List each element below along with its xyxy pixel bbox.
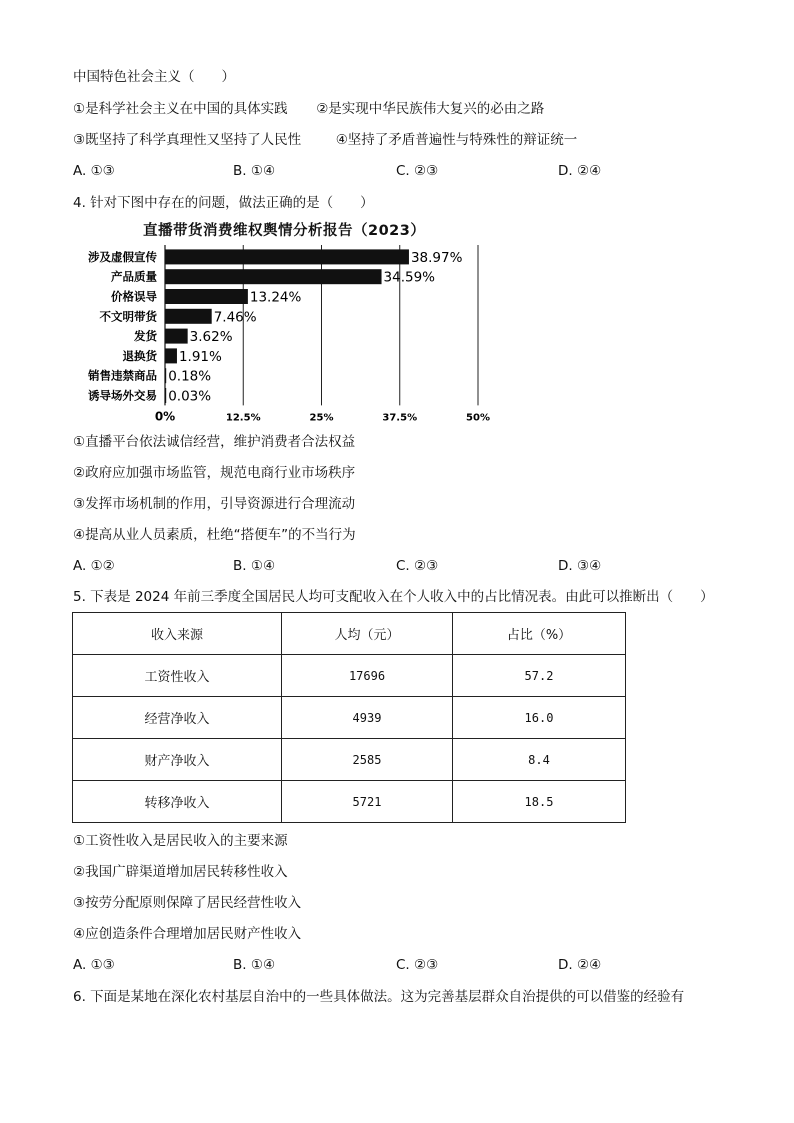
category-label: 产品质量 — [111, 269, 157, 284]
value-label: 34.59% — [383, 269, 436, 286]
q4-option-b[interactable]: B. ①④ — [233, 558, 276, 574]
q3-statement-2: ②是实现中华民族伟大复兴的必由之路 — [316, 101, 545, 117]
category-label: 价格误导 — [111, 289, 157, 304]
table-header-cell: 占比（%） — [453, 613, 626, 655]
q3-statements-row1 — [73, 100, 544, 118]
category-label: 诱导场外交易 — [88, 388, 157, 403]
bar — [165, 249, 409, 264]
bar — [165, 289, 248, 304]
q4-option-d[interactable]: D. ③④ — [558, 558, 602, 574]
value-label: 0.18% — [168, 368, 212, 385]
q3-option-d[interactable]: D. ②④ — [558, 163, 602, 179]
table-cell: 2585 — [282, 739, 453, 781]
q4-stem: 4. 针对下图中存在的问题，做法正确的是（ ） — [73, 195, 374, 211]
category-label: 涉及虚假宣传 — [88, 249, 157, 264]
table-cell: 转移净收入 — [73, 781, 282, 823]
bar — [165, 269, 382, 284]
category-label: 退换货 — [122, 348, 157, 363]
table-cell: 16.0 — [453, 697, 626, 739]
table-header-cell: 人均（元） — [282, 613, 453, 655]
x-tick-label: 37.5% — [382, 412, 418, 424]
q3-statements-row2 — [73, 131, 577, 149]
table-cell: 财产净收入 — [73, 739, 282, 781]
value-label: 3.62% — [189, 329, 233, 346]
table-cell: 4939 — [282, 697, 453, 739]
category-label: 销售违禁商品 — [88, 368, 157, 383]
chart-title: 直播带货消费维权舆情分析报告（2023） — [143, 223, 426, 239]
table-cell: 经营净收入 — [73, 697, 282, 739]
bar — [165, 329, 188, 344]
q5-option-c[interactable]: C. ②③ — [396, 957, 439, 973]
q4-option-a[interactable]: A. ①② — [73, 558, 115, 574]
q5-stem: 5. 下表是 2024 年前三季度全国居民人均可支配收入在个人收入中的占比情况表。由此可以推断出（ ） — [73, 589, 714, 605]
bar — [165, 388, 166, 403]
table-cell: 工资性收入 — [73, 655, 282, 697]
q3-option-a[interactable]: A. ①③ — [73, 163, 115, 179]
table-cell: 8.4 — [453, 739, 626, 781]
q3-stem: 中国特色社会主义（ ） — [73, 69, 235, 85]
q3-statement-4: ④坚持了矛盾普遍性与特殊性的辩证统一 — [335, 132, 578, 148]
q6-stem: 6. 下面是某地在深化农村基层自治中的一些具体做法。这为完善基层群众自治提供的可以借鉴的经验有 — [73, 989, 685, 1005]
q4-option-c[interactable]: C. ②③ — [396, 558, 439, 574]
q3-statement-3: ③既坚持了科学真理性又坚持了人民性 — [73, 132, 302, 148]
q5-option-a[interactable]: A. ①③ — [73, 957, 115, 973]
value-label: 13.24% — [249, 289, 302, 306]
table-cell: 18.5 — [453, 781, 626, 823]
value-label: 7.46% — [213, 309, 257, 326]
q3-option-c[interactable]: C. ②③ — [396, 163, 439, 179]
table-cell: 17696 — [282, 655, 453, 697]
x-tick-label: 0% — [154, 409, 176, 424]
income-table — [72, 612, 626, 823]
q5-statement-2: ②我国广辟渠道增加居民转移性收入 — [73, 864, 288, 880]
q3-option-b[interactable]: B. ①④ — [233, 163, 276, 179]
value-label: 1.91% — [178, 348, 222, 365]
table-row — [73, 655, 626, 697]
q5-statement-3: ③按劳分配原则保障了居民经营性收入 — [73, 895, 302, 911]
q4-statement-3: ③发挥市场机制的作用，引导资源进行合理流动 — [73, 496, 356, 512]
table-row — [73, 697, 626, 739]
q5-statement-1: ①工资性收入是居民收入的主要来源 — [73, 833, 288, 849]
x-tick-label: 25% — [309, 412, 334, 424]
q5-statement-4: ④应创造条件合理增加居民财产性收入 — [73, 926, 302, 942]
q4-statement-1: ①直播平台依法诚信经营，维护消费者合法权益 — [73, 434, 356, 450]
table-row — [73, 781, 626, 823]
bar-chart-svg — [73, 215, 503, 425]
consumer-complaint-chart — [73, 215, 503, 425]
bar — [165, 368, 166, 383]
q5-option-b[interactable]: B. ①④ — [233, 957, 276, 973]
value-label: 38.97% — [410, 249, 463, 266]
table-header-row — [73, 613, 626, 655]
table-cell: 5721 — [282, 781, 453, 823]
table-row — [73, 739, 626, 781]
q5-option-d[interactable]: D. ②④ — [558, 957, 602, 973]
q4-statement-4: ④提高从业人员素质，杜绝“搭便车”的不当行为 — [73, 527, 356, 543]
bar — [165, 348, 177, 363]
x-tick-label: 50% — [466, 412, 490, 424]
table-cell: 57.2 — [453, 655, 626, 697]
x-tick-label: 12.5% — [225, 412, 261, 424]
value-label: 0.03% — [168, 388, 212, 405]
category-label: 不文明带货 — [99, 309, 157, 324]
q4-statement-2: ②政府应加强市场监管，规范电商行业市场秩序 — [73, 465, 356, 481]
q3-statement-1: ①是科学社会主义在中国的具体实践 — [73, 101, 288, 117]
table-header-cell: 收入来源 — [73, 613, 282, 655]
bar — [165, 309, 212, 324]
category-label: 发货 — [134, 329, 157, 344]
